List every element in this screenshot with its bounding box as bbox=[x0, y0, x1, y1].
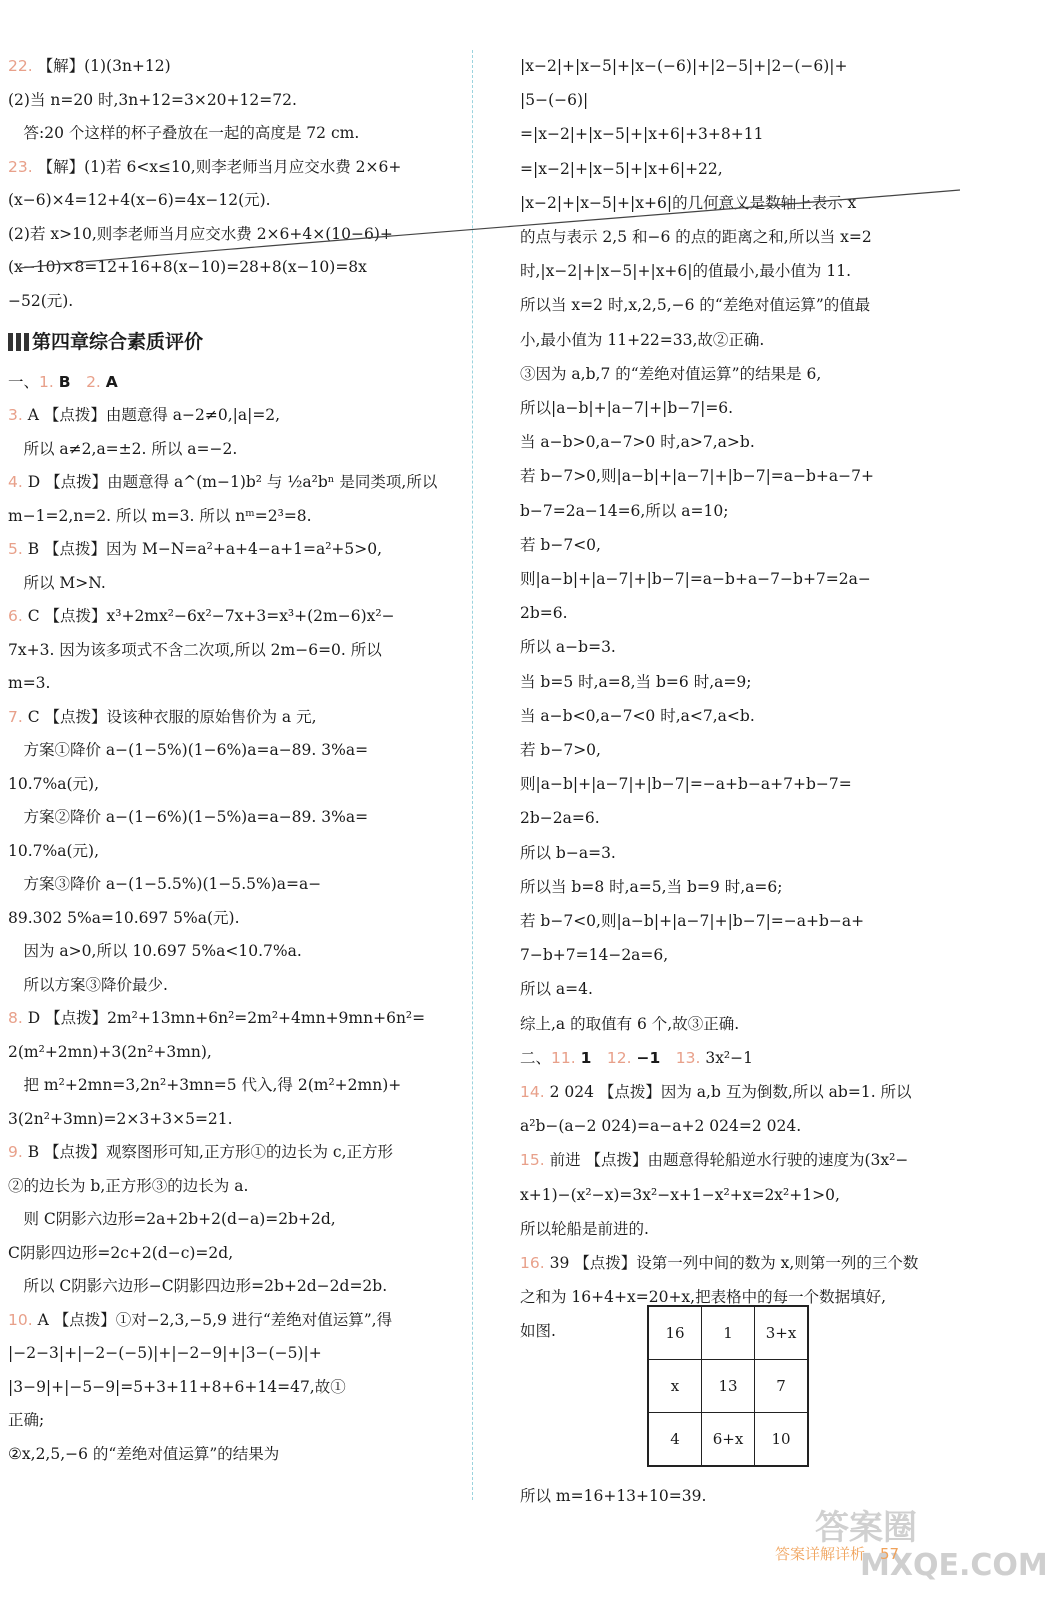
text-line bbox=[520, 1218, 649, 1240]
text-line bbox=[520, 1115, 801, 1137]
grid-cell: 13 bbox=[702, 1360, 755, 1413]
line-text: 当 a−b>0,a−7>0 时,a>7,a>b. bbox=[520, 433, 755, 452]
line-text: 方案②降价 a−(1−6%)(1−5%)a=a−89. 3%a= bbox=[8, 808, 369, 826]
text-line bbox=[520, 876, 782, 898]
line-text: 小,最小值为 11+22=33,故②正确. bbox=[520, 330, 765, 349]
line-text: 所以方案③降价最少. bbox=[8, 975, 168, 994]
text-line bbox=[8, 1409, 44, 1431]
line-text: =|x−2|+|x−5|+|x+6|+22, bbox=[520, 159, 723, 178]
question-number: 23. bbox=[8, 157, 38, 176]
question-number: 7. bbox=[8, 707, 28, 726]
line-text: 【解】(1)若 6<x≤10,则李老师当月应交水费 2×6+ bbox=[37, 157, 402, 176]
text-line bbox=[8, 806, 368, 828]
text-line bbox=[520, 671, 751, 693]
line-text: 2b−2a=6. bbox=[520, 809, 600, 828]
watermark-logo: 答案圈 bbox=[815, 1508, 917, 1548]
grid-cell: 1 bbox=[702, 1306, 755, 1360]
text-line bbox=[8, 1175, 248, 1197]
line-text: 所以 m=16+13+10=39. bbox=[520, 1486, 707, 1505]
line-text: |3−9|+|−5−9|=5+3+11+8+6+14=47,故① bbox=[8, 1377, 346, 1396]
line-text: 综上,a 的取值有 6 个,故③正确. bbox=[520, 1014, 740, 1033]
text-line bbox=[8, 639, 382, 661]
text-line bbox=[520, 1252, 918, 1274]
line-text: 所以 b−a=3. bbox=[520, 843, 616, 862]
text-line bbox=[520, 1184, 840, 1206]
line-text: b−7=2a−14=6,所以 a=10; bbox=[520, 501, 729, 520]
line-text: ②x,2,5,−6 的“差绝对值运算”的结果为 bbox=[8, 1444, 280, 1463]
line-text: A 【点拨】由题意得 a−2≠0,|a|=2, bbox=[27, 406, 281, 424]
text-line bbox=[8, 471, 437, 493]
line-text: 因为 a>0,所以 10.697 5%a<10.7%a. bbox=[8, 942, 302, 960]
line-text: 若 b−7>0, bbox=[520, 741, 601, 759]
line-text: 10.7%a(元), bbox=[8, 841, 100, 860]
line-text: 方案①降价 a−(1−5%)(1−6%)a=a−89. 3%a= bbox=[8, 741, 369, 759]
text-line bbox=[8, 1074, 401, 1096]
text-line bbox=[8, 331, 203, 354]
text-line bbox=[8, 505, 312, 527]
text-line bbox=[520, 705, 755, 727]
line-text: 【解】(1)(3n+12) bbox=[37, 57, 171, 75]
text-line bbox=[520, 773, 852, 795]
line-text: 如图. bbox=[520, 1322, 556, 1341]
grid-cell: 7 bbox=[755, 1360, 809, 1413]
text-line bbox=[8, 1443, 279, 1465]
text-line bbox=[8, 1007, 425, 1029]
line-text: 当 a−b<0,a−7<0 时,a<7,a<b. bbox=[520, 706, 755, 725]
text-line bbox=[520, 363, 821, 385]
text-line bbox=[8, 739, 368, 761]
question-number: 6. bbox=[8, 607, 28, 625]
line-text: A bbox=[105, 372, 118, 391]
grid-cell: 16 bbox=[648, 1306, 702, 1360]
grid-cell: x bbox=[648, 1360, 702, 1413]
line-text: C 【点拨】x³+2mx²−6x²−7x+3=x³+(2m−6)x²− bbox=[27, 607, 395, 625]
section-marker-icon bbox=[8, 334, 32, 352]
text-line bbox=[520, 1320, 556, 1342]
line-text: 2b=6. bbox=[520, 604, 568, 623]
line-text: 所以 a=4. bbox=[520, 980, 593, 999]
text-line bbox=[520, 534, 601, 556]
line-text: 则|a−b|+|a−7|+|b−7|=−a+b−a+7+b−7= bbox=[520, 775, 852, 794]
line-text: A 【点拨】①对−2,3,−5,9 进行“差绝对值运算”,得 bbox=[37, 1310, 393, 1329]
line-text: m=3. bbox=[8, 674, 51, 692]
text-line bbox=[520, 1149, 908, 1171]
line-text: 若 b−7<0,则|a−b|+|a−7|+|b−7|=−a+b−a+ bbox=[520, 912, 865, 930]
line-text: 的点与表示 2,5 和−6 的点的距离之和,所以当 x=2 bbox=[520, 228, 872, 246]
text-line bbox=[8, 1342, 322, 1364]
line-text: −1 bbox=[636, 1048, 676, 1067]
text-line bbox=[520, 910, 864, 932]
text-line bbox=[520, 1047, 753, 1069]
line-text: |−2−3|+|−2−(−5)|+|−2−9|+|3−(−5)|+ bbox=[8, 1344, 322, 1362]
line-text: 7x+3. 因为该多项式不含二次项,所以 2m−6=0. 所以 bbox=[8, 640, 382, 659]
question-number: 5. bbox=[8, 540, 28, 558]
text-line bbox=[8, 907, 240, 929]
line-text: (2)若 x>10,则李老师当月应交水费 2×6+4×(10−6)+ bbox=[8, 224, 393, 243]
text-line bbox=[520, 465, 874, 487]
text-line bbox=[520, 431, 755, 453]
question-number: 10. bbox=[8, 1310, 38, 1329]
line-text: m−1=2,n=2. 所以 m=3. 所以 nᵐ=2³=8. bbox=[8, 506, 312, 525]
question-number: 4. bbox=[8, 473, 28, 491]
line-text: 则 C阴影六边形=2a+2b+2(d−a)=2b+2d, bbox=[8, 1210, 336, 1228]
line-text: x+1)−(x²−x)=3x²−x+1−x²+x=2x²+1>0, bbox=[520, 1185, 840, 1204]
text-line bbox=[8, 840, 99, 862]
line-text: (2)当 n=20 时,3n+12=3×20+12=72. bbox=[8, 90, 297, 109]
text-line bbox=[520, 739, 601, 761]
line-text: 3(2n²+3mn)=2×3+3×5=21. bbox=[8, 1109, 233, 1128]
line-text: a²b−(a−2 024)=a−a+2 024=2 024. bbox=[520, 1117, 802, 1136]
line-text: 之和为 16+4+x=20+x,把表格中的每一个数据填好, bbox=[520, 1288, 887, 1307]
text-line bbox=[520, 602, 568, 624]
line-text: 所以 M>N. bbox=[8, 573, 106, 592]
line-text: 2(m²+2mn)+3(2n²+3mn), bbox=[8, 1042, 212, 1061]
text-line bbox=[8, 1108, 233, 1130]
text-line bbox=[8, 672, 50, 694]
text-line bbox=[520, 944, 668, 966]
text-line bbox=[8, 605, 395, 627]
question-number: 22. bbox=[8, 57, 38, 75]
line-text: 3x²−1 bbox=[705, 1048, 753, 1067]
text-line bbox=[520, 636, 616, 658]
text-line bbox=[520, 397, 733, 419]
line-text: 所以轮船是前进的. bbox=[520, 1219, 649, 1238]
pen-stroke bbox=[0, 0, 1003, 300]
text-line bbox=[520, 329, 764, 351]
question-number: 12. bbox=[606, 1048, 637, 1067]
section-title: 第四章综合素质评价 bbox=[32, 331, 204, 353]
line-text: 所以当 x=2 时,x,2,5,−6 的“差绝对值运算”的值最 bbox=[520, 296, 871, 315]
line-text: 把 m²+2mn=3,2n²+3mn=5 代入,得 2(m²+2mn)+ bbox=[8, 1076, 402, 1094]
line-text: |x−2|+|x−5|+|x−(−6)|+|2−5|+|2−(−6)|+ bbox=[520, 57, 848, 75]
text-line bbox=[520, 842, 616, 864]
text-line bbox=[8, 1141, 393, 1163]
question-number: 14. bbox=[520, 1083, 550, 1101]
line-text: |5−(−6)| bbox=[520, 91, 589, 110]
text-line bbox=[8, 1208, 336, 1230]
text-line bbox=[520, 978, 593, 1000]
line-text: 所以当 b=8 时,a=5,当 b=9 时,a=6; bbox=[520, 877, 783, 896]
text-line bbox=[520, 1081, 912, 1103]
line-text: 答:20 个这样的杯子叠放在一起的高度是 72 cm. bbox=[8, 124, 360, 142]
question-number: 3. bbox=[8, 406, 28, 424]
grid-cell: 3+x bbox=[755, 1306, 809, 1360]
line-text: 则|a−b|+|a−7|+|b−7|=a−b+a−7−b+7=2a− bbox=[520, 570, 871, 588]
grid-cell: 6+x bbox=[702, 1413, 755, 1467]
line-text: 所以 a−b=3. bbox=[520, 638, 616, 657]
line-text: B bbox=[58, 372, 87, 391]
line-text: 当 b=5 时,a=8,当 b=6 时,a=9; bbox=[520, 672, 752, 691]
grid-cell: 10 bbox=[755, 1413, 809, 1467]
text-line bbox=[8, 1275, 387, 1297]
line-text: 所以 a≠2,a=±2. 所以 a=−2. bbox=[8, 439, 238, 458]
text-line bbox=[8, 438, 237, 460]
text-line bbox=[8, 404, 280, 426]
line-text: 39 【点拨】设第一列中间的数为 x,则第一列的三个数 bbox=[549, 1254, 919, 1272]
text-line bbox=[520, 500, 728, 522]
watermark-site: MXQE.COM bbox=[860, 1548, 1048, 1583]
text-line bbox=[8, 371, 118, 393]
line-text: D 【点拨】2m²+13mn+6n²=2m²+4mn+9mn+6n²= bbox=[27, 1009, 426, 1027]
text-line bbox=[8, 538, 382, 560]
line-text: =|x−2|+|x−5|+|x+6|+3+8+11 bbox=[520, 125, 764, 144]
text-line bbox=[8, 706, 317, 728]
question-number: 15. bbox=[520, 1151, 550, 1170]
question-number: 1. bbox=[39, 372, 59, 391]
text-line bbox=[520, 568, 871, 590]
line-text: 1 bbox=[580, 1048, 607, 1067]
text-line bbox=[520, 1485, 706, 1507]
line-text: 一、 bbox=[8, 372, 40, 391]
line-text: D 【点拨】由题意得 a^(m−1)b² 与 ½a²bⁿ 是同类项,所以 bbox=[27, 473, 438, 491]
text-line bbox=[8, 572, 106, 594]
question-number: 2. bbox=[86, 372, 106, 391]
text-line bbox=[8, 1376, 346, 1398]
line-text: 89.302 5%a=10.697 5%a(元). bbox=[8, 908, 240, 927]
text-line bbox=[8, 974, 168, 996]
line-text: C阴影四边形=2c+2(d−c)=2d, bbox=[8, 1243, 234, 1262]
line-text: (x−10)×8=12+16+8(x−10)=28+8(x−10)=8x bbox=[8, 258, 367, 276]
line-text: (x−6)×4=12+4(x−6)=4x−12(元). bbox=[8, 191, 271, 209]
line-text: 前进 【点拨】由题意得轮船逆水行驶的速度为(3x²− bbox=[549, 1151, 909, 1170]
line-text: 时,|x−2|+|x−5|+|x+6|的值最小,最小值为 11. bbox=[520, 262, 852, 281]
line-text: 7−b+7=14−2a=6, bbox=[520, 946, 669, 965]
line-text: 2 024 【点拨】因为 a,b 互为倒数,所以 ab=1. 所以 bbox=[549, 1083, 912, 1101]
line-text: 若 b−7>0,则|a−b|+|a−7|+|b−7|=a−b+a−7+ bbox=[520, 467, 874, 486]
line-text: 10.7%a(元), bbox=[8, 774, 100, 793]
question-number: 13. bbox=[675, 1048, 706, 1067]
text-line bbox=[8, 1041, 212, 1063]
number-grid bbox=[647, 1305, 809, 1467]
question-number: 16. bbox=[520, 1254, 550, 1272]
line-text: −52(元). bbox=[8, 291, 74, 310]
line-text: 所以 C阴影六边形−C阴影四边形=2b+2d−2d=2b. bbox=[8, 1277, 388, 1295]
text-line bbox=[520, 1013, 739, 1035]
line-text: 方案③降价 a−(1−5.5%)(1−5.5%)a=a− bbox=[8, 875, 322, 893]
line-text: B 【点拨】观察图形可知,正方形①的边长为 c,正方形 bbox=[27, 1143, 393, 1161]
line-text: ③因为 a,b,7 的“差绝对值运算”的结果是 6, bbox=[520, 364, 822, 383]
grid-cell: 4 bbox=[648, 1413, 702, 1467]
text-line bbox=[8, 873, 321, 895]
text-line bbox=[8, 1242, 233, 1264]
text-line bbox=[520, 807, 600, 829]
line-text: 正确; bbox=[8, 1411, 45, 1429]
line-text: 二、 bbox=[520, 1048, 552, 1067]
question-number: 8. bbox=[8, 1009, 28, 1027]
text-line bbox=[8, 773, 99, 795]
text-line bbox=[8, 1309, 392, 1331]
question-number: 9. bbox=[8, 1143, 28, 1161]
text-line bbox=[8, 940, 302, 962]
line-text: C 【点拨】设该种衣服的原始售价为 a 元, bbox=[27, 707, 317, 726]
line-text: 所以|a−b|+|a−7|+|b−7|=6. bbox=[520, 399, 734, 417]
line-text: ②的边长为 b,正方形③的边长为 a. bbox=[8, 1176, 249, 1195]
line-text: B 【点拨】因为 M−N=a²+a+4−a+1=a²+5>0, bbox=[27, 540, 383, 558]
question-number: 11. bbox=[551, 1048, 581, 1067]
line-text: |x−2|+|x−5|+|x+6|的几何意义是数轴上表示 x bbox=[520, 193, 857, 212]
page-footer: 答案详解详析 57 bbox=[775, 1545, 900, 1563]
line-text: 若 b−7<0, bbox=[520, 535, 601, 554]
